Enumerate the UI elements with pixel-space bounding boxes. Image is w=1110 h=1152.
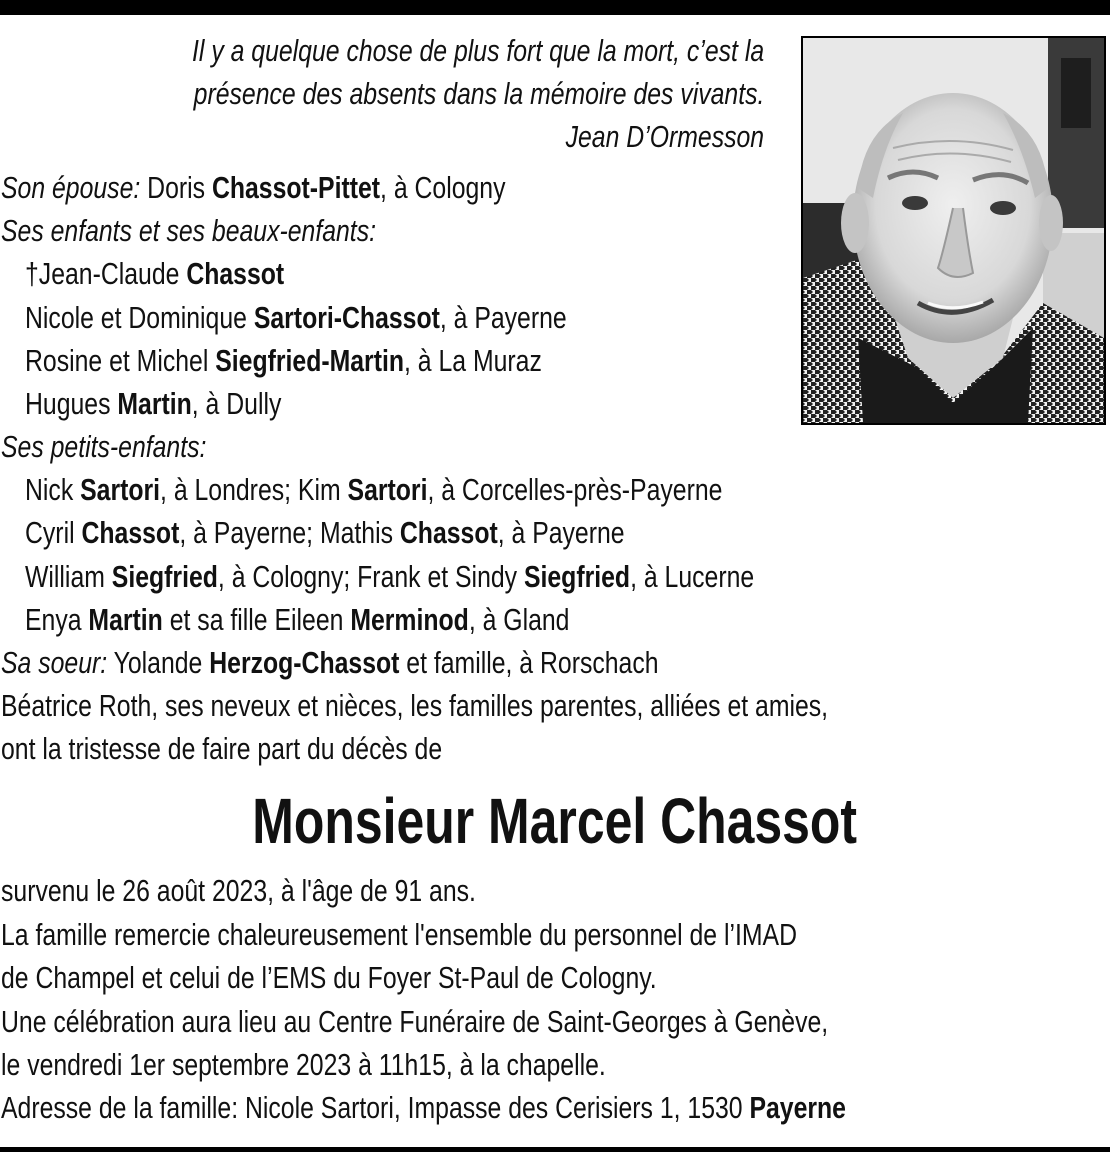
gc-d: Siegfried bbox=[523, 559, 631, 594]
child-pre: Hugues bbox=[25, 386, 118, 421]
child-pre: Rosine et Michel bbox=[25, 343, 216, 378]
gc-e: , à Payerne bbox=[497, 515, 625, 550]
sister-line bbox=[1, 641, 659, 684]
others-line: Béatrice Roth, ses neveux et nièces, les familles parentes, alliées et amies, bbox=[1, 688, 829, 723]
child-surname: Martin bbox=[117, 386, 192, 421]
gc-e: , à Corcelles-près-Payerne bbox=[427, 472, 723, 507]
quote-line-1: Il y a quelque chose de plus fort que la mort, c’est la bbox=[191, 33, 764, 68]
child-line bbox=[25, 296, 567, 339]
spouse-post: , à Cologny bbox=[380, 170, 506, 205]
spouse-line bbox=[1, 166, 506, 209]
gc-c: , à Payerne; Mathis bbox=[179, 515, 400, 550]
deceased-name bbox=[0, 786, 1110, 856]
child-pre: Nicole et Dominique bbox=[25, 300, 254, 335]
portrait-image bbox=[803, 38, 1104, 423]
grandchild-line bbox=[25, 598, 569, 641]
gc-a: Nick bbox=[25, 472, 81, 507]
address-text: Adresse de la famille: Nicole Sartori, Impasse des Cerisiers 1, 1530 bbox=[1, 1090, 750, 1125]
gc-c: et sa fille Eileen bbox=[162, 602, 351, 637]
gc-c: , à Cologny; Frank et Sindy bbox=[217, 559, 524, 594]
gc-c: , à Londres; Kim bbox=[160, 472, 348, 507]
bottom-rule bbox=[0, 1147, 1110, 1152]
announcement-line: ont la tristesse de faire part du décès de bbox=[1, 731, 443, 766]
child-post: , à Payerne bbox=[439, 300, 567, 335]
gc-d: Chassot bbox=[399, 515, 498, 550]
child-line bbox=[25, 339, 542, 382]
sister-label: Sa soeur: bbox=[1, 645, 108, 680]
deceased-name-text: Monsieur Marcel Chassot bbox=[252, 785, 858, 857]
gc-b: Siegfried bbox=[111, 559, 218, 594]
gc-a: Cyril bbox=[25, 515, 82, 550]
details-line: Une célébration aura lieu au Centre Funéraire de Saint-Georges à Genève, bbox=[1, 1004, 829, 1039]
child-post: , à Dully bbox=[191, 386, 282, 421]
top-rule bbox=[0, 0, 1110, 15]
gc-e: , à Gland bbox=[468, 602, 570, 637]
details-line: le vendredi 1er septembre 2023 à 11h15, à la chapelle. bbox=[1, 1047, 606, 1082]
gc-b: Sartori bbox=[80, 472, 161, 507]
children-label: Ses enfants et ses beaux-enfants: bbox=[1, 213, 376, 248]
child-post: , à La Muraz bbox=[404, 343, 542, 378]
spouse-label: Son épouse: bbox=[1, 170, 141, 205]
grandchild-line bbox=[25, 511, 625, 554]
child-pre: †Jean-Claude bbox=[25, 256, 187, 291]
portrait-photo bbox=[801, 36, 1106, 425]
gc-d: Sartori bbox=[347, 472, 428, 507]
grandchildren-label: Ses petits-enfants: bbox=[1, 429, 207, 464]
quote-line-2: présence des absents dans la mémoire des vivants. bbox=[193, 76, 764, 111]
spouse-pre: Doris bbox=[140, 170, 212, 205]
gc-b: Martin bbox=[88, 602, 163, 637]
gc-a: William bbox=[25, 559, 112, 594]
child-surname: Chassot bbox=[186, 256, 285, 291]
gc-a: Enya bbox=[25, 602, 89, 637]
child-line bbox=[25, 252, 284, 295]
sister-name: Herzog-Chassot bbox=[209, 645, 400, 680]
gc-d: Merminod bbox=[350, 602, 469, 637]
details-line: survenu le 26 août 2023, à l'âge de 91 ans. bbox=[1, 873, 476, 908]
sister-post: et famille, à Rorschach bbox=[399, 645, 659, 680]
details-line: La famille remercie chaleureusement l'ensemble du personnel de l’IMAD bbox=[1, 917, 797, 952]
child-surname: Siegfried-Martin bbox=[215, 343, 404, 378]
address-city: Payerne bbox=[749, 1090, 846, 1125]
quote-author: Jean D’Ormesson bbox=[565, 119, 764, 154]
gc-b: Chassot bbox=[81, 515, 180, 550]
grandchild-line bbox=[25, 468, 722, 511]
details-line: de Champel et celui de l’EMS du Foyer St-Paul de Cologny. bbox=[1, 960, 657, 995]
child-surname: Sartori-Chassot bbox=[253, 300, 440, 335]
gc-e: , à Lucerne bbox=[630, 559, 755, 594]
sister-pre: Yolande bbox=[107, 645, 210, 680]
spouse-name: Chassot-Pittet bbox=[211, 170, 381, 205]
child-line bbox=[25, 382, 281, 425]
grandchild-line bbox=[25, 555, 754, 598]
address-line bbox=[1, 1086, 846, 1129]
